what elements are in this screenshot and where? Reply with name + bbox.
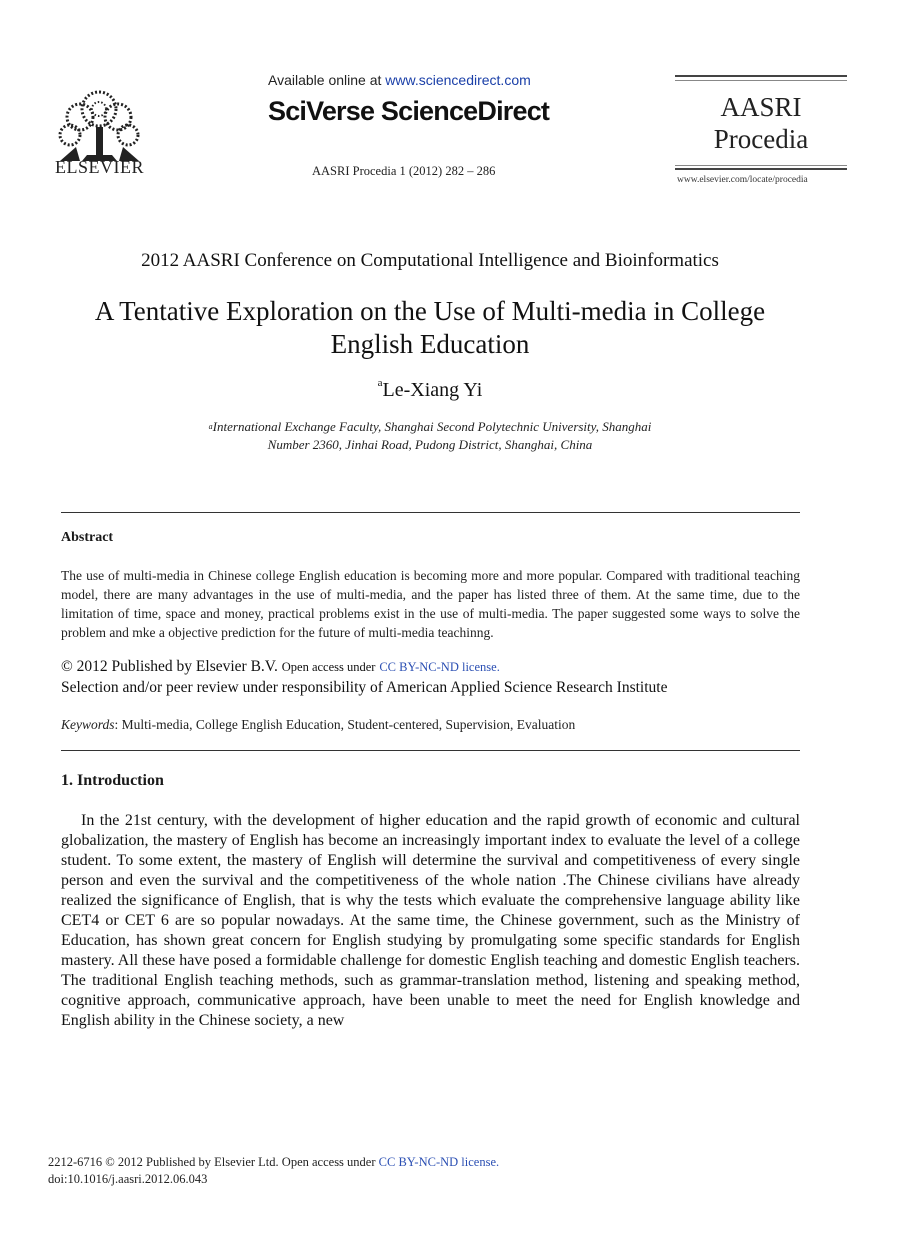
affil-superscript: a xyxy=(208,422,213,431)
available-online xyxy=(268,72,531,88)
journal-name xyxy=(675,91,847,155)
affil-line2: Number 2360, Jinhai Road, Pudong District, Shanghai, China xyxy=(267,437,593,452)
copyright-text: © 2012 Published by Elsevier B.V. xyxy=(61,658,278,675)
footer xyxy=(48,1154,499,1188)
header-rule xyxy=(675,80,847,81)
section-heading: 1. Introduction xyxy=(61,772,164,789)
header-rule xyxy=(675,75,847,77)
keywords-list: : Multi-media, College English Education, Student-centered, Supervision, Evaluation xyxy=(114,717,576,732)
affiliation xyxy=(0,418,860,454)
footer-license-link[interactable]: CC BY-NC-ND license. xyxy=(378,1155,500,1169)
license-link[interactable]: CC BY-NC-ND license. xyxy=(379,660,500,674)
journal-name-line2: Procedia xyxy=(713,124,809,154)
platform-name: SciVerse ScienceDirect xyxy=(268,96,550,126)
journal-reference: AASRI Procedia 1 (2012) 282 – 286 xyxy=(312,164,496,178)
keywords-label: Keywords xyxy=(61,717,115,732)
sciencedirect-link[interactable]: www.sciencedirect.com xyxy=(385,72,531,88)
available-prefix: Available online at xyxy=(268,72,386,88)
author xyxy=(0,379,860,402)
journal-name-line1: AASRI xyxy=(720,92,802,122)
abstract-heading: Abstract xyxy=(61,530,114,545)
header-rule xyxy=(675,168,847,170)
footer-open-access: Open access under xyxy=(281,1155,376,1169)
open-access-text: Open access under xyxy=(281,660,376,674)
paper-title xyxy=(40,295,820,361)
title-line1: A Tentative Exploration on the Use of Multi-media in College xyxy=(94,296,766,326)
introduction-body: In the 21st century, with the development of higher education and the rapid growth of economic and cultural globalization, the mastery of English has become an increasingly important index to evaluate the level of a college student. To some extent, the mastery of English will determine the survival and competitiveness of every single person and even the survival and the competitiveness of the whole nation .The Chinese civilians have already realized the significance of English, that is why the tests which evaluate the comprehensive language ability like CET4 or CET 6 are so popular nowadays. At the same time, the Chinese government, such as the Ministry of Education, has shown great concern for English studying by promulgating some specific standards for English mastery. All these have posed a formidable challenge for domestic English teaching and domestic English teachers. The traditional English teaching methods, such as grammar-translation method, listening and speaking method, cognitive approach, communicative approach, have been unable to meet the need for English knowledge and English ability in the Chinese society, a new xyxy=(61,812,800,1029)
title-line2: English Education xyxy=(330,329,530,359)
affil-line1: International Exchange Faculty, Shanghai Second Polytechnic University, Shanghai xyxy=(212,419,652,434)
section-divider xyxy=(61,512,800,513)
conference-name: 2012 AASRI Conference on Computational Intelligence and Bioinformatics xyxy=(141,250,719,271)
author-name: Le-Xiang Yi xyxy=(382,379,483,401)
author-superscript: a xyxy=(377,377,383,389)
journal-url[interactable]: www.elsevier.com/locate/procedia xyxy=(677,175,808,185)
peer-review-statement: Selection and/or peer review under responsibility of American Applied Science Research Institute xyxy=(61,679,668,696)
keywords xyxy=(61,717,575,733)
copyright-line xyxy=(61,658,500,676)
footer-issn: 2212-6716 © 2012 Published by Elsevier Ltd. xyxy=(48,1155,279,1169)
section-divider xyxy=(61,750,800,751)
abstract-body: The use of multi-media in Chinese college English education is becoming more and more popular. Compared with traditional teaching model, there are many advantages in the use of multi-media, and the paper has listed three of them. At the same time, due to the limitation of time, space and money, practical problems exist in the use of multi-media. The paper suggested some ways to solve the problem and mke a objective prediction for the future of multi-media teachinng. xyxy=(61,568,800,640)
footer-doi: doi:10.1016/j.aasri.2012.06.043 xyxy=(48,1172,208,1186)
publisher-logo-text: ELSEVIER xyxy=(55,157,144,177)
header-rule xyxy=(675,165,847,166)
